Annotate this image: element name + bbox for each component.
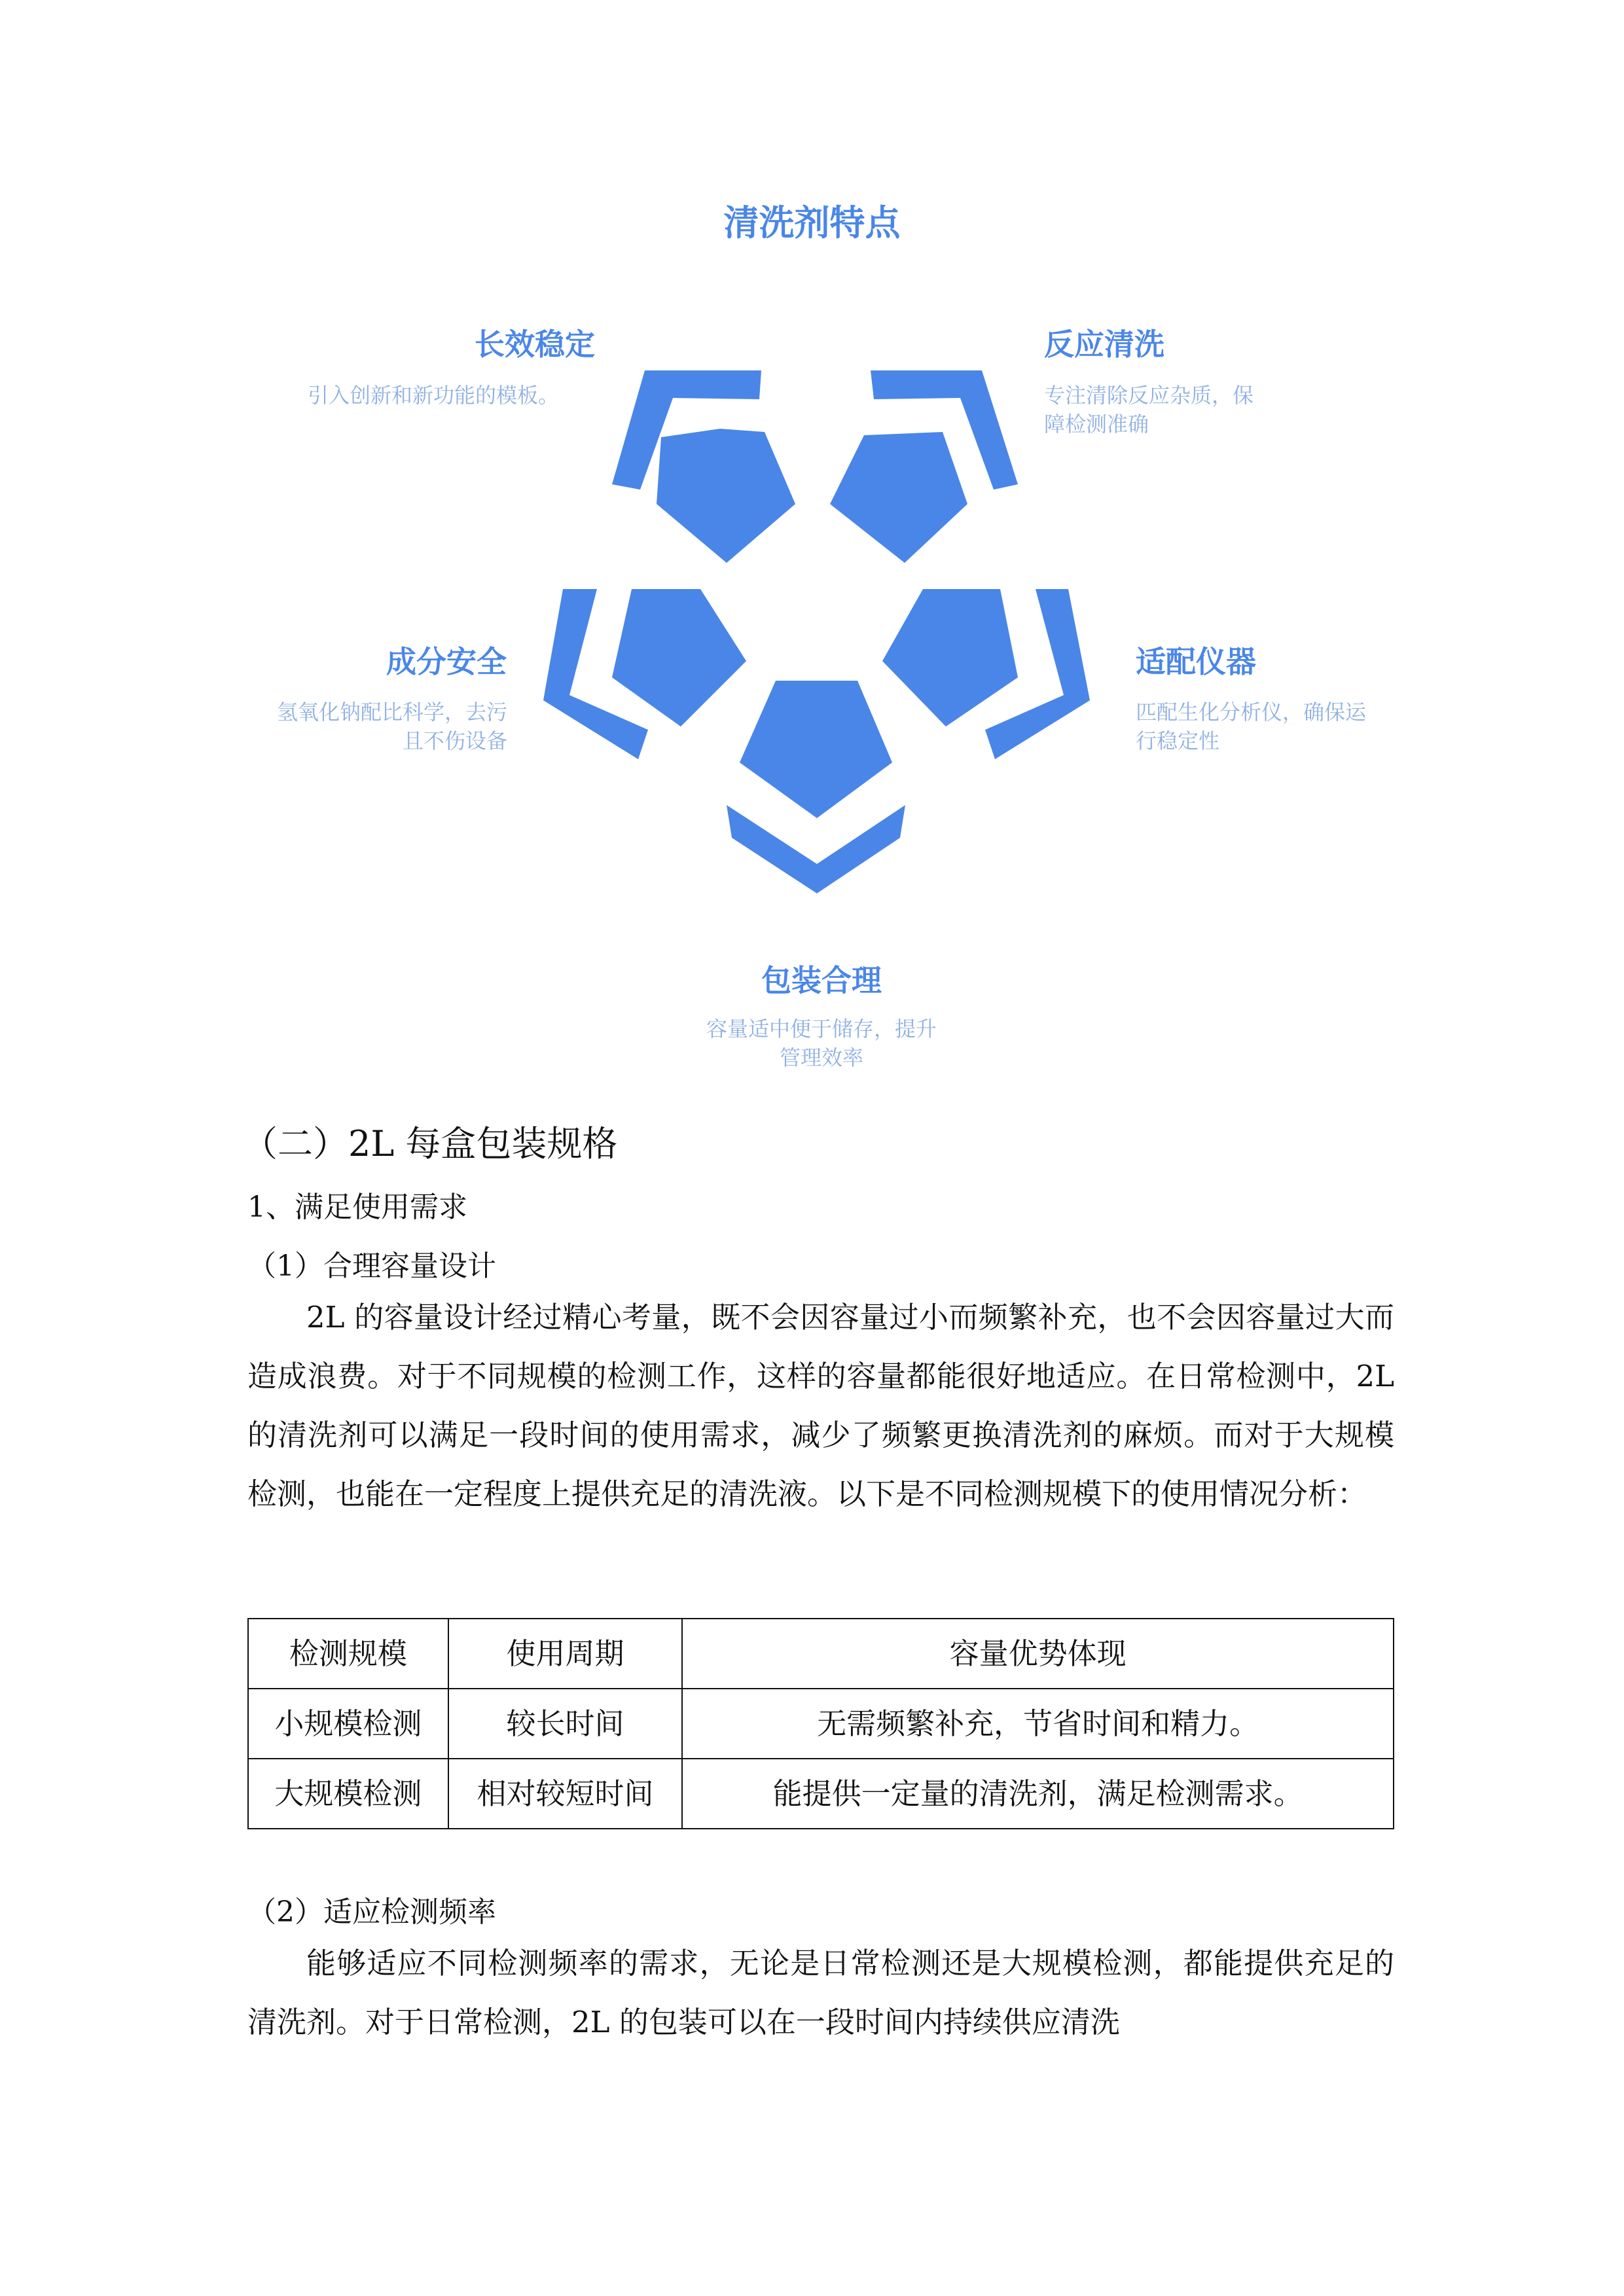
table-header-cell: 检测规模 bbox=[248, 1619, 448, 1689]
feature-title-long-lasting: 长效稳定 bbox=[475, 327, 595, 362]
feature-title-instrument-fit: 适配仪器 bbox=[1136, 644, 1256, 679]
pentagon-right bbox=[882, 589, 1018, 726]
feature-desc-reaction-cleaning: 专注清除反应杂质，保障检测准确 bbox=[1044, 383, 1254, 437]
table-cell: 无需频繁补充，节省时间和精力。 bbox=[682, 1689, 1394, 1759]
subheading-1-1: （1）合理容量设计 bbox=[247, 1249, 496, 1283]
table-row bbox=[248, 1689, 1394, 1759]
table-cell: 能提供一定量的清洗剂，满足检测需求。 bbox=[682, 1759, 1394, 1829]
table-header-cell: 容量优势体现 bbox=[682, 1619, 1394, 1689]
feature-title-reaction-cleaning: 反应清洗 bbox=[1044, 327, 1164, 362]
pentagon-top-left bbox=[657, 429, 795, 563]
pentagon-top-right bbox=[830, 432, 967, 563]
subheading-1-2: （2）适应检测频率 bbox=[247, 1895, 496, 1929]
chevron-bottom bbox=[727, 805, 905, 893]
table-header-row bbox=[248, 1619, 1394, 1689]
diagram-title: 清洗剂特点 bbox=[723, 202, 901, 243]
feature-title-packaging: 包装合理 bbox=[761, 963, 882, 998]
pentagon-diagram bbox=[0, 0, 1624, 982]
paragraph-frequency: 能够适应不同检测频率的需求，无论是日常检测还是大规模检测，都能提供充足的清洗剂。对于日常检测，2L 的包装可以在一段时间内持续供应清洗 bbox=[247, 1946, 1394, 2039]
feature-desc-safe-ingredients: 氢氧化钠配比科学，去污且不伤设备 bbox=[276, 700, 507, 753]
table-row bbox=[248, 1759, 1394, 1829]
feature-title-safe-ingredients: 成分安全 bbox=[386, 644, 507, 679]
table-cell: 较长时间 bbox=[448, 1689, 683, 1759]
table-cell: 相对较短时间 bbox=[448, 1759, 683, 1829]
feature-desc-instrument-fit: 匹配生化分析仪，确保运行稳定性 bbox=[1136, 700, 1367, 753]
section-heading: （二）2L 每盒包装规格 bbox=[242, 1123, 618, 1164]
feature-desc-packaging: 容量适中便于储存，提升管理效率 bbox=[706, 1016, 937, 1070]
paragraph-capacity: 2L 的容量设计经过精心考量，既不会因容量过小而频繁补充，也不会因容量过大而造成浪费。对于不同规模的检测工作，这样的容量都能很好地适应。在日常检测中，2L 的清洗剂可以满足一段时间的使用需求，减少了频繁更换清洗剂的麻烦。而对于大规模检测，也能在一定程度上提供充足的清洗液。以下是不同检测规模下的使用情况分析： bbox=[247, 1300, 1394, 1511]
pentagon-bottom bbox=[740, 681, 892, 818]
table-header-cell: 使用周期 bbox=[448, 1619, 683, 1689]
usage-table bbox=[247, 1618, 1394, 1829]
feature-desc-long-lasting: 引入创新和新功能的模板。 bbox=[308, 383, 560, 408]
table-cell: 大规模检测 bbox=[248, 1759, 448, 1829]
pentagon-left bbox=[612, 589, 746, 726]
table-cell: 小规模检测 bbox=[248, 1689, 448, 1759]
subheading-1: 1、满足使用需求 bbox=[247, 1191, 467, 1224]
